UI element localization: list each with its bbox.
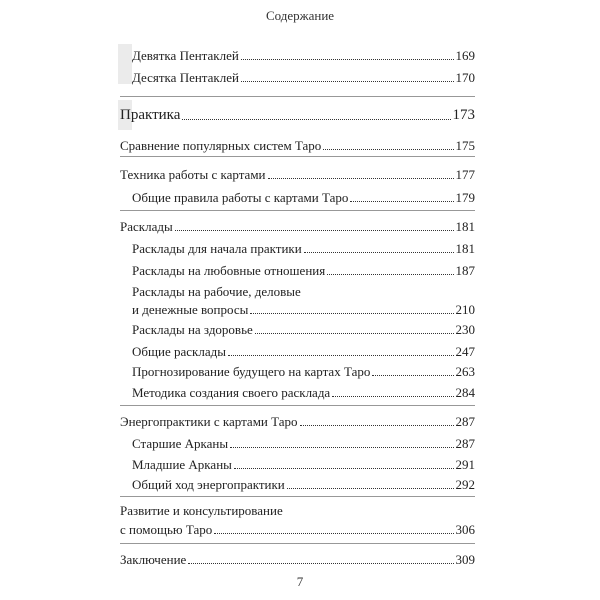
leader-dots [188,563,453,564]
toc-entry-page: 181 [455,219,475,234]
toc-entry-page: 187 [455,263,475,278]
leader-dots [250,313,453,314]
toc-entry[interactable] [120,138,475,154]
leader-dots [323,149,453,150]
toc-entry-page: 179 [455,190,475,205]
page-header: Содержание [265,8,335,23]
toc-entry-title: Техника работы с картами [120,167,266,182]
toc-entry-title: Старшие Арканы [132,436,229,451]
toc-entry-page: 169 [455,48,475,63]
toc-entry[interactable] [132,322,475,338]
toc-entry-page: 306 [455,522,475,537]
toc-entry[interactable] [132,436,475,452]
leader-dots [372,375,453,376]
toc-entry-title: Расклады [120,219,173,234]
leader-dots [214,533,453,534]
leader-dots [234,468,454,469]
toc-entry-page: 170 [455,70,475,85]
section-divider [120,96,475,97]
toc-entry-page: 284 [455,385,475,400]
toc-entry[interactable] [132,385,475,401]
toc-entry[interactable] [120,522,475,538]
toc-entry-title: и денежные вопросы [132,302,249,317]
section-divider [120,543,475,544]
toc-entry-title: Младшие Арканы [132,457,232,472]
toc-entry-title: Прогнозирование будущего на картах Таро [132,364,371,379]
leader-dots [175,230,454,231]
toc-entry[interactable] [132,344,475,360]
leader-dots [332,396,453,397]
leader-dots [182,119,450,120]
toc-entry-title: Расклады на здоровье [132,322,253,337]
leader-dots [241,59,454,60]
page-number: 7 [296,574,304,589]
toc-entry-title: Практика [120,107,181,123]
toc-entry-title: Расклады для начала практики [132,241,302,256]
toc-entry[interactable] [120,414,475,430]
toc-entry[interactable] [132,477,475,493]
toc-entry[interactable] [132,48,475,64]
leader-dots [300,425,454,426]
leader-dots [228,355,454,356]
leader-dots [287,488,454,489]
toc-entry[interactable] [132,302,475,318]
toc-entry-title-line1: Развитие и консультирование [120,503,283,518]
toc-entry-title: Заключение [120,552,187,567]
toc-entry-title: Энергопрактики с картами Таро [120,414,298,429]
toc-entry-page: 173 [452,107,475,123]
toc-entry[interactable] [132,241,475,257]
toc-entry-page: 230 [455,322,475,337]
toc-entry-title: Десятка Пентаклей [132,70,239,85]
toc-entry-title: с помощью Таро [120,522,213,537]
toc-entry[interactable] [120,167,475,183]
toc-entry-title: Общие правила работы с картами Таро [132,190,349,205]
leader-dots [350,201,453,202]
toc-entry-title-line1: Расклады на рабочие, деловые [132,284,301,299]
toc-entry-title: Сравнение популярных систем Таро [120,138,322,153]
leader-dots [327,274,453,275]
toc-entry-title: Девятка Пентаклей [132,48,239,63]
toc-entry-title: Общие расклады [132,344,226,359]
toc-entry-title: Методика создания своего расклада [132,385,331,400]
scan-shadow [118,44,132,84]
toc-entry-page: 263 [455,364,475,379]
toc-entry-page: 210 [455,302,475,317]
toc-entry-page: 175 [455,138,475,153]
toc-entry-page: 287 [455,436,475,451]
leader-dots [255,333,454,334]
toc-entry-title: Общий ход энергопрактики [132,477,285,492]
toc-entry[interactable] [120,219,475,235]
toc-entry[interactable] [132,457,475,473]
leader-dots [268,178,454,179]
section-divider [120,210,475,211]
toc-entry-title: Расклады на любовные отношения [132,263,326,278]
section-divider [120,405,475,406]
toc-entry-page: 309 [455,552,475,567]
toc-entry[interactable] [132,70,475,86]
toc-entry-page: 291 [455,457,475,472]
toc-entry[interactable] [120,552,475,568]
leader-dots [230,447,453,448]
toc-entry[interactable] [132,190,475,206]
toc-entry[interactable] [132,364,475,380]
toc-entry[interactable] [132,263,475,279]
toc-entry-page: 292 [455,477,475,492]
toc-section[interactable] [120,106,475,124]
section-divider [120,496,475,497]
toc-entry-page: 177 [455,167,475,182]
toc-entry-page: 181 [455,241,475,256]
toc-entry-page: 247 [455,344,475,359]
leader-dots [304,252,454,253]
section-divider [120,156,475,157]
leader-dots [241,81,454,82]
toc-entry-page: 287 [455,414,475,429]
